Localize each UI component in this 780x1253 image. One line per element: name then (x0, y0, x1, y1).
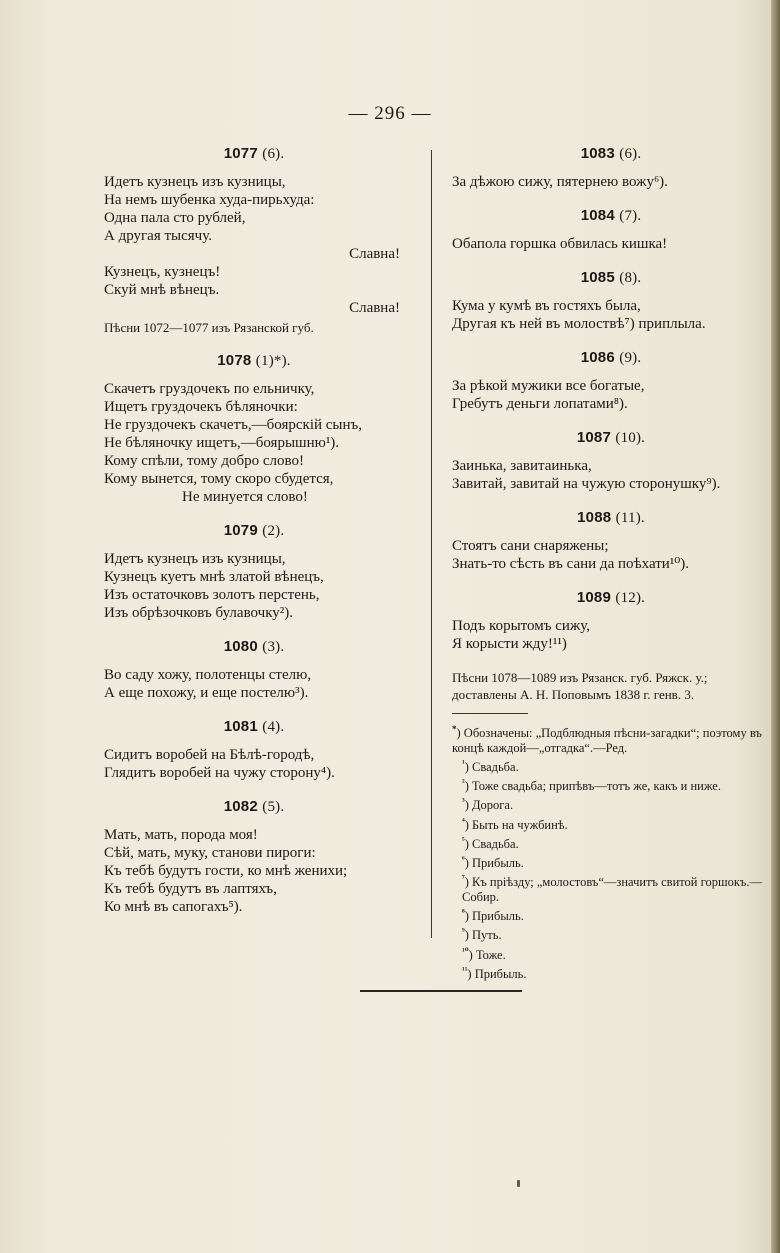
footnote-mark: ² (462, 777, 465, 788)
footnote-mark: ¹⁰ (462, 945, 469, 956)
footnote-mark: * (452, 724, 457, 734)
footnote: $^{^9}$) Путь. (462, 926, 502, 943)
song-subnumber: (9). (619, 350, 642, 366)
footnote: *) Обозначены: „Подблюдныя пѣсни-загадки“; поэтому въ концѣ каждой—„отгадка“.—Ред. (452, 724, 762, 756)
source-note: доставлены А. Н. Поповымъ 1838 г. генв. 3. (452, 687, 695, 702)
song-block (452, 207, 770, 253)
footnote-mark: ¹ (462, 758, 465, 769)
verse-line: Скуй мнѣ вѣнецъ. (104, 282, 220, 298)
verse-line: Кузнецъ, кузнецъ! (104, 264, 221, 280)
song-number: 1085 (580, 269, 615, 286)
song-number: 1088 (577, 509, 612, 526)
footnote-text: Путь. (472, 928, 502, 943)
footnote: $^{^{11}}$) Прибыль. (462, 964, 527, 981)
footnote-text: Свадьба. (472, 836, 519, 851)
song-subnumber: (11). (615, 510, 645, 526)
song-subnumber: (4). (262, 719, 285, 735)
song-subnumber: (7). (619, 208, 642, 224)
verse-line: Ищетъ груздочекъ бѣляночки: (104, 399, 298, 415)
verse-line: Другая къ ней въ молоствѣ⁷) приплыла. (452, 316, 706, 332)
song-heading (452, 589, 770, 607)
verse-line: Ко мнѣ въ сапогахъ⁵). (104, 899, 243, 915)
paper-speck (517, 1180, 520, 1187)
song-block (452, 589, 770, 653)
song-number: 1087 (576, 429, 612, 446)
song-heading (452, 269, 770, 287)
song-heading (104, 352, 404, 370)
song-number: 1081 (223, 718, 258, 735)
verse-line: Во саду хожу, полотенцы стелю, (104, 667, 312, 683)
verse-line: Къ тебѣ будутъ въ лаптяхъ, (104, 881, 277, 897)
song-number: 1077 (223, 145, 258, 162)
song-subnumber: (2). (262, 523, 285, 539)
song-block (104, 145, 404, 336)
song-heading (104, 522, 404, 540)
footnote: $^{^5}$) Свадьба. (462, 834, 519, 851)
verse-line: Завитай, завитай на чужую сторонушку⁹). (452, 476, 721, 492)
verse-line: Не минуется слово! (182, 489, 308, 505)
source-note: Пѣсни 1078—1089 изъ Рязанск. губ. Ряжск. у.; (452, 670, 708, 685)
song-block (104, 718, 404, 782)
verse-line: Сидитъ воробей на Бѣлѣ-городѣ, (104, 747, 315, 763)
footnote: $^{^3}$) Дорога. (462, 796, 514, 813)
verse-line: Обапола горшка обвилась кишка! (452, 236, 668, 252)
verse-line: А еще похожу, и еще постелю³). (104, 685, 309, 701)
footnote-text: Тоже свадьба; припѣвъ—тотъ же, какъ и ниже. (472, 779, 721, 794)
footnote: $^{^7}$) Къ пріѣзду; „молостовъ“—значитъ свитой горшокъ.—Собир. (462, 873, 762, 905)
song-heading (104, 638, 404, 656)
page-edge-shadow (771, 0, 780, 1253)
left-column (104, 145, 404, 932)
song-number: 1078 (217, 352, 252, 369)
verse-line: За рѣкой мужики все богатые, (452, 378, 645, 394)
verse-line: Знать-то сѣсть въ сани да поѣхати¹⁰). (452, 556, 690, 572)
verse-line: Идетъ кузнецъ изъ кузницы, (104, 174, 286, 190)
song-block (104, 352, 404, 506)
verse-line: Глядитъ воробей на чужу сторону⁴). (104, 765, 335, 781)
bottom-rule (360, 990, 522, 992)
song-subnumber: (5). (262, 799, 285, 815)
footnote-mark: ⁶ (462, 853, 465, 864)
verse-line: На немъ шубенка худа-пирьхуда: (104, 192, 315, 208)
song-block (104, 638, 404, 702)
column-divider (431, 150, 432, 938)
footnote: $^{^1}$) Свадьба. (462, 758, 519, 775)
song-heading (452, 509, 770, 527)
song-number: 1079 (223, 522, 258, 539)
verse-line: Славна! (349, 246, 400, 262)
song-heading (104, 718, 404, 736)
song-block (452, 269, 770, 333)
right-column (452, 145, 770, 982)
verse-line: Кому вынется, тому скоро сбудется, (104, 471, 334, 487)
footnote-mark: ⁴ (462, 815, 465, 826)
footnote-mark: ¹¹ (462, 964, 468, 975)
song-number: 1089 (576, 589, 612, 606)
page-number: — 296 — (348, 103, 432, 124)
song-subnumber: (6). (619, 146, 642, 162)
song-heading (452, 207, 770, 225)
footnote-text: Дорога. (472, 798, 514, 813)
verse-line: Одна пала сто рублей, (104, 210, 246, 226)
footnote-text: Быть на чужбинѣ. (472, 817, 568, 832)
verse-line: Кузнецъ куетъ мнѣ златой вѣнецъ, (104, 569, 324, 585)
verse-line: Не бѣляночку ищетъ,—боярышню¹). (104, 435, 340, 451)
song-subnumber: (12). (615, 590, 646, 606)
verse-line: А другая тысячу. (104, 228, 212, 244)
song-block (452, 509, 770, 573)
verse-line: Кому спѣли, тому добро слово! (104, 453, 305, 469)
song-heading (452, 349, 770, 367)
song-heading (104, 145, 404, 163)
footnote-text: Тоже. (475, 947, 506, 962)
footnote: $^{^6}$) Прибыль. (462, 853, 524, 871)
song-block (452, 349, 770, 413)
verse-line: Кума у кумѣ въ гостяхъ была, (452, 298, 641, 314)
song-number: 1082 (223, 798, 258, 815)
song-block (104, 798, 404, 916)
song-subnumber: (3). (262, 639, 285, 655)
footnote-mark: ⁵ (462, 834, 465, 845)
song-subnumber: (8). (619, 270, 642, 286)
footnote-text: Обозначены: „Подблюдныя пѣсни-загадки“; поэтому въ концѣ каждой—„отгадка“.—Ред. (452, 726, 762, 756)
source-note: Пѣсни 1072—1077 изъ Рязанской губ. (104, 320, 314, 335)
footnote-text: Къ пріѣзду; „молостовъ“—значитъ свитой горшокъ.—Собир. (462, 875, 762, 905)
song-number: 1083 (580, 145, 615, 162)
verse-line: Изъ обрѣзочковъ булавочку²). (104, 605, 294, 621)
footnote-text: Прибыль. (474, 966, 527, 981)
footnote-mark: ⁸ (462, 907, 465, 918)
verse-line: Изъ остаточковъ золотъ перстень, (104, 587, 320, 603)
song-heading (452, 145, 770, 163)
footnote: $^{^2}$) Тоже свадьба; припѣвъ—тотъ же, какъ и ниже. (462, 777, 721, 794)
song-number: 1080 (223, 638, 258, 655)
verse-line: Гребутъ деньги лопатами⁸). (452, 396, 628, 412)
verse-line: Скачетъ груздочекъ по ельничку, (104, 381, 315, 397)
footnote-rule (452, 713, 528, 714)
verse-line: Мать, мать, порода моя! (104, 827, 258, 843)
song-subnumber: (1)*). (255, 353, 291, 369)
song-number: 1084 (580, 207, 615, 224)
verse-line: Къ тебѣ будутъ гости, ко мнѣ женихи; (104, 863, 348, 879)
verse-line: Стоятъ сани снаряжены; (452, 538, 609, 554)
verse-line: Славна! (349, 300, 400, 316)
song-number: 1086 (580, 349, 615, 366)
footnote: $^{^4}$) Быть на чужбинѣ. (462, 815, 568, 832)
verse-line: Заинька, завитаинька, (452, 458, 592, 474)
footnote: $^{^{10}}$) Тоже. (462, 945, 506, 962)
verse-line: Сѣй, мать, муку, станови пироги: (104, 845, 316, 861)
song-subnumber: (10). (615, 430, 646, 446)
footnote-text: Прибыль. (472, 909, 524, 924)
footnote-text: Прибыль. (472, 856, 524, 871)
footnote-mark: ³ (462, 796, 465, 807)
footnote-mark: ⁷ (462, 873, 465, 884)
song-subnumber: (6). (262, 146, 285, 162)
song-block (452, 429, 770, 493)
song-heading (104, 798, 404, 816)
song-block (452, 145, 770, 191)
song-heading (452, 429, 770, 447)
footnote: $^{^8}$) Прибыль. (462, 907, 524, 924)
footnote-mark: ⁹ (462, 926, 465, 937)
verse-line: Не груздочекъ скачетъ,—боярскій сынъ, (104, 417, 363, 433)
verse-line: Я корысти жду!¹¹) (452, 636, 567, 652)
verse-line: Идетъ кузнецъ изъ кузницы, (104, 551, 286, 567)
verse-line: За дѣжою сижу, пятернею вожу⁶). (452, 174, 668, 190)
verse-line: Подъ корытомъ сижу, (452, 618, 591, 634)
song-block (104, 522, 404, 622)
footnote-text: Свадьба. (472, 760, 519, 775)
